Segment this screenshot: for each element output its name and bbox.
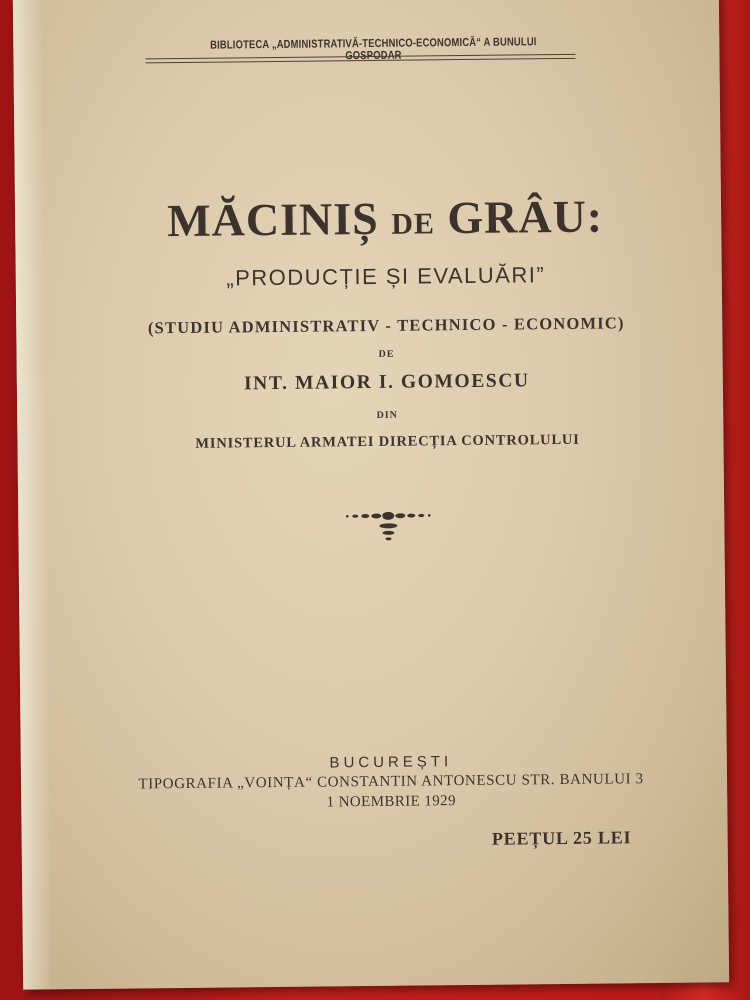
book-subtitle: „PRODUCȚIE ȘI EVALUĂRI” (226, 262, 546, 291)
publication-date: 1 NOEMBRIE 1929 (326, 793, 457, 811)
price-label: PEEȚUL 25 LEI (491, 827, 632, 849)
author-name: INT. MAIOR I. GOMOESCU (243, 370, 530, 395)
decorative-vignette-icon (343, 505, 433, 546)
title-connector: DE (391, 207, 436, 241)
from-label: DIN (376, 409, 398, 421)
publication-city: BUCUREȘTI (329, 753, 453, 772)
study-description: (STUDIU ADMINISTRATIV - TECHNICO - ECONOMIC) (147, 313, 625, 338)
book-title (105, 189, 666, 248)
cover-edge-highlight (13, 0, 53, 990)
title-part-1: MĂCINIȘ (166, 192, 379, 247)
printer-info: TIPOGRAFIA „VOINȚA“ CONSTANTIN ANTONESCU STR. BANULUI 3 (138, 771, 644, 793)
by-label: DE (378, 348, 395, 360)
title-part-2: GRÂU: (447, 190, 604, 244)
series-heading: BIBLIOTECA „ADMINISTRATIVĂ-TECHNICO-ECONOMICĂ“ A BUNULUI GOSPODAR (210, 36, 537, 63)
book-cover (13, 0, 729, 990)
ministry-name: MINISTERUL ARMATEI DIRECȚIA CONTROLULUI (195, 431, 580, 452)
